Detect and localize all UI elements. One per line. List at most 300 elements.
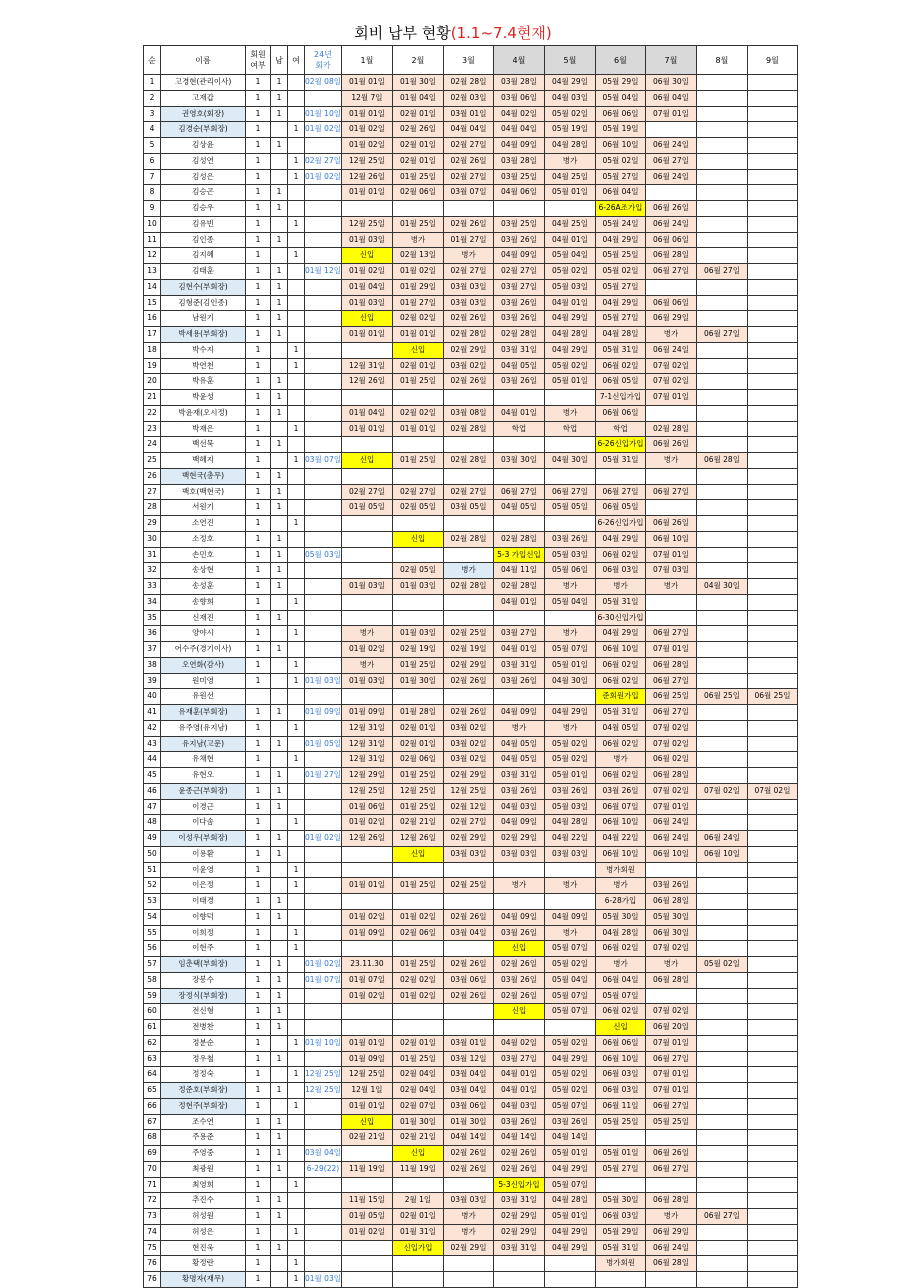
male-flag: [271, 689, 288, 705]
row-number: 67: [144, 1114, 161, 1130]
month-cell: 06월 27일: [696, 264, 747, 280]
month-cell: 03월 26일: [544, 1114, 595, 1130]
member-name: 전병찬: [161, 1020, 246, 1036]
month-cell: [747, 1209, 797, 1225]
month-cell: 06월 26일: [645, 201, 696, 217]
month-cell: [696, 610, 747, 626]
month-cell: 02월 04일: [392, 1083, 443, 1099]
month-cell: 병가회원: [595, 862, 645, 878]
month-cell: [392, 516, 443, 532]
month-cell: 병가: [443, 1224, 493, 1240]
month-cell: 07월 01일: [645, 642, 696, 658]
month-cell: [595, 1130, 645, 1146]
month-cell: [645, 594, 696, 610]
month-cell: 03월 31일: [493, 1193, 544, 1209]
row-number: 6: [144, 153, 161, 169]
male-flag: 1: [271, 1161, 288, 1177]
row-number: 8: [144, 185, 161, 201]
table-row: [144, 264, 798, 280]
female-flag: 1: [288, 752, 305, 768]
month-cell: 03월 27일: [493, 626, 544, 642]
month-cell: 병가: [645, 327, 696, 343]
card-date: [305, 783, 342, 799]
month-cell: [747, 768, 797, 784]
month-cell: [341, 1146, 392, 1162]
month-cell: 05월 30일: [595, 1193, 645, 1209]
row-number: 76: [144, 1272, 161, 1288]
month-cell: 05월 02일: [544, 957, 595, 973]
month-cell: 03월 31일: [493, 657, 544, 673]
month-cell: [747, 421, 797, 437]
table-row: [144, 1067, 798, 1083]
month-cell: 12월 25일: [392, 783, 443, 799]
month-cell: [392, 1004, 443, 1020]
month-cell: 04월 22일: [595, 831, 645, 847]
member-name: 김성연: [161, 153, 246, 169]
member-name: 정분순: [161, 1035, 246, 1051]
month-cell: 06월 24일: [645, 831, 696, 847]
month-cell: 01월 01일: [341, 185, 392, 201]
month-cell: 06월 05일: [595, 500, 645, 516]
month-cell: [747, 957, 797, 973]
month-cell: 06월 28일: [645, 894, 696, 910]
male-flag: 1: [271, 547, 288, 563]
month-cell: 06월 28일: [645, 972, 696, 988]
month-cell: [747, 925, 797, 941]
card-date: [305, 657, 342, 673]
month-cell: 02월 06일: [392, 185, 443, 201]
member-flag: 1: [246, 1209, 271, 1225]
month-cell: [645, 610, 696, 626]
month-cell: 02월 01일: [392, 153, 443, 169]
month-cell: 06월 28일: [645, 1256, 696, 1272]
male-flag: 1: [271, 642, 288, 658]
member-name: 이윤영: [161, 862, 246, 878]
row-number: 75: [144, 1240, 161, 1256]
table-row: [144, 358, 798, 374]
female-flag: [288, 610, 305, 626]
month-cell: 02월 02일: [392, 405, 443, 421]
member-name: 장봉수: [161, 972, 246, 988]
month-cell: 학업: [544, 421, 595, 437]
male-flag: 1: [271, 390, 288, 406]
month-cell: 02월 29일: [443, 657, 493, 673]
month-cell: 2월 1일: [392, 1193, 443, 1209]
month-cell: 03월 26일: [645, 878, 696, 894]
male-flag: 1: [271, 295, 288, 311]
member-name: 유주영(유지남): [161, 720, 246, 736]
month-cell: 06월 27일: [645, 673, 696, 689]
month-cell: 03월 26일: [493, 311, 544, 327]
month-cell: [747, 1193, 797, 1209]
member-name: 최영희: [161, 1177, 246, 1193]
female-flag: [288, 972, 305, 988]
month-cell: 07월 02일: [645, 941, 696, 957]
month-cell: [696, 468, 747, 484]
row-number: 47: [144, 799, 161, 815]
row-number: 49: [144, 831, 161, 847]
card-date: 03월 07일: [305, 453, 342, 469]
month-cell: [341, 941, 392, 957]
month-cell: [747, 1240, 797, 1256]
male-flag: 1: [271, 783, 288, 799]
month-cell: 07월 01일: [645, 1067, 696, 1083]
member-flag: 1: [246, 1146, 271, 1162]
month-cell: [696, 1193, 747, 1209]
card-date: [305, 1130, 342, 1146]
member-name: 이은정: [161, 878, 246, 894]
month-cell: [392, 468, 443, 484]
month-cell: 04월 28일: [544, 138, 595, 154]
month-cell: [443, 1004, 493, 1020]
month-cell: [696, 106, 747, 122]
month-cell: 병가: [645, 579, 696, 595]
member-name: 오연화(감사): [161, 657, 246, 673]
card-date: [305, 232, 342, 248]
month-cell: 05월 07일: [544, 1098, 595, 1114]
month-cell: [696, 1146, 747, 1162]
month-cell: [493, 689, 544, 705]
month-cell: 12월 29일: [341, 768, 392, 784]
month-cell: 04월 14일: [493, 1130, 544, 1146]
card-date: 01월 27일: [305, 768, 342, 784]
row-number: 26: [144, 468, 161, 484]
table-row: [144, 169, 798, 185]
male-flag: [271, 421, 288, 437]
month-cell: 03월 05일: [443, 500, 493, 516]
member-flag: 1: [246, 894, 271, 910]
month-cell: [696, 1161, 747, 1177]
title-main: 회비 납부 현황: [354, 24, 451, 42]
month-cell: [696, 705, 747, 721]
month-cell: [747, 831, 797, 847]
month-cell: 06월 11일: [595, 1098, 645, 1114]
month-cell: 05월 24일: [595, 216, 645, 232]
month-cell: [747, 657, 797, 673]
card-date: 02월 27일: [305, 153, 342, 169]
month-cell: 02월 28일: [493, 579, 544, 595]
row-number: 52: [144, 878, 161, 894]
month-cell: [392, 941, 443, 957]
month-cell: 04월 01일: [493, 1083, 544, 1099]
month-cell: 03월 03일: [443, 279, 493, 295]
card-date: [305, 185, 342, 201]
male-flag: 1: [271, 579, 288, 595]
month-cell: [747, 1177, 797, 1193]
month-cell: 05월 31일: [595, 342, 645, 358]
female-flag: 1: [288, 169, 305, 185]
month-cell: 04월 30일: [544, 453, 595, 469]
month-cell: [595, 1177, 645, 1193]
female-flag: 1: [288, 941, 305, 957]
male-flag: [271, 815, 288, 831]
month-cell: 04월 28일: [595, 925, 645, 941]
table-row: [144, 453, 798, 469]
month-cell: 병가: [443, 248, 493, 264]
month-cell: [392, 610, 443, 626]
month-cell: [392, 594, 443, 610]
month-cell: [747, 138, 797, 154]
member-flag: 1: [246, 799, 271, 815]
table-row: [144, 421, 798, 437]
month-cell: 06월 10일: [696, 846, 747, 862]
row-number: 24: [144, 437, 161, 453]
female-flag: 1: [288, 1272, 305, 1288]
female-flag: [288, 327, 305, 343]
member-name: 주영중: [161, 1146, 246, 1162]
month-cell: 신입: [493, 1004, 544, 1020]
member-name: 남원기: [161, 311, 246, 327]
member-flag: 1: [246, 531, 271, 547]
month-cell: 병가: [645, 453, 696, 469]
table-row: [144, 75, 798, 91]
month-cell: 01월 30일: [392, 673, 443, 689]
month-cell: [747, 500, 797, 516]
row-number: 42: [144, 720, 161, 736]
month-cell: [696, 153, 747, 169]
month-cell: [696, 657, 747, 673]
month-cell: 02월 28일: [493, 327, 544, 343]
member-flag: 1: [246, 909, 271, 925]
month-cell: [696, 232, 747, 248]
month-cell: 05월 02일: [544, 358, 595, 374]
month-cell: [696, 909, 747, 925]
month-cell: [696, 972, 747, 988]
month-cell: 02월 26일: [392, 122, 443, 138]
month-cell: [696, 626, 747, 642]
month-cell: 03월 27일: [493, 1051, 544, 1067]
month-cell: 05월 04일: [544, 594, 595, 610]
month-cell: 02월 26일: [443, 957, 493, 973]
month-cell: 03월 30일: [493, 453, 544, 469]
month-cell: 02월 01일: [392, 736, 443, 752]
month-cell: [392, 547, 443, 563]
member-flag: 1: [246, 705, 271, 721]
male-flag: 1: [271, 531, 288, 547]
month-cell: 04월 05일: [493, 752, 544, 768]
month-cell: 04월 01일: [493, 594, 544, 610]
member-flag: 1: [246, 1272, 271, 1288]
row-number: 70: [144, 1161, 161, 1177]
month-cell: 03월 04일: [443, 1083, 493, 1099]
member-name: 신재진: [161, 610, 246, 626]
member-flag: 1: [246, 122, 271, 138]
month-cell: [747, 1067, 797, 1083]
female-flag: 1: [288, 153, 305, 169]
female-flag: [288, 295, 305, 311]
member-flag: 1: [246, 1240, 271, 1256]
member-name: 유원선: [161, 689, 246, 705]
month-cell: 06월 03일: [595, 1083, 645, 1099]
month-cell: [544, 201, 595, 217]
table-row: [144, 909, 798, 925]
month-cell: 04월 29일: [544, 1051, 595, 1067]
month-cell: 05월 31일: [595, 1240, 645, 1256]
month-cell: 신입: [341, 453, 392, 469]
table-row: [144, 1035, 798, 1051]
month-cell: 06월 25일: [696, 689, 747, 705]
month-cell: [341, 201, 392, 217]
table-row: [144, 689, 798, 705]
month-cell: 04월 09일: [493, 815, 544, 831]
month-cell: [747, 594, 797, 610]
member-name: 정정숙: [161, 1067, 246, 1083]
month-cell: [747, 720, 797, 736]
month-cell: 01월 25일: [392, 1051, 443, 1067]
column-header: 5월: [544, 46, 595, 75]
month-cell: 06월 02일: [645, 752, 696, 768]
male-flag: [271, 358, 288, 374]
card-date: [305, 610, 342, 626]
month-cell: 03월 08일: [443, 405, 493, 421]
month-cell: 04월 02일: [493, 1035, 544, 1051]
month-cell: [696, 1067, 747, 1083]
month-cell: 02월 03일: [443, 90, 493, 106]
month-cell: [696, 201, 747, 217]
month-cell: [696, 1240, 747, 1256]
month-cell: [493, 894, 544, 910]
female-flag: 1: [288, 1256, 305, 1272]
month-cell: 05월 01일: [544, 768, 595, 784]
male-flag: 1: [271, 909, 288, 925]
month-cell: 06월 02일: [595, 657, 645, 673]
month-cell: 06월 25일: [645, 689, 696, 705]
row-number: 38: [144, 657, 161, 673]
month-cell: [645, 862, 696, 878]
month-cell: 06월 24일: [696, 831, 747, 847]
month-cell: 신입: [341, 248, 392, 264]
female-flag: [288, 563, 305, 579]
month-cell: [747, 972, 797, 988]
member-name: 고경현(관리이사): [161, 75, 246, 91]
month-cell: 07월 01일: [645, 799, 696, 815]
month-cell: [747, 563, 797, 579]
month-cell: 02월 27일: [443, 169, 493, 185]
month-cell: 03월 26일: [493, 925, 544, 941]
month-cell: 04월 29일: [544, 1161, 595, 1177]
month-cell: 01월 03일: [392, 579, 443, 595]
month-cell: 01월 25일: [392, 169, 443, 185]
month-cell: 03월 03일: [443, 846, 493, 862]
month-cell: 02월 12일: [443, 799, 493, 815]
month-cell: 01월 02일: [341, 988, 392, 1004]
month-cell: 01월 04일: [392, 90, 443, 106]
month-cell: 03월 26일: [544, 783, 595, 799]
month-cell: [341, 1256, 392, 1272]
month-cell: [696, 374, 747, 390]
row-number: 14: [144, 279, 161, 295]
male-flag: 1: [271, 1083, 288, 1099]
month-cell: 04월 05일: [493, 500, 544, 516]
month-cell: [443, 941, 493, 957]
female-flag: [288, 201, 305, 217]
month-cell: 02월 29일: [493, 1224, 544, 1240]
month-cell: [747, 1098, 797, 1114]
month-cell: 04월 09일: [493, 705, 544, 721]
female-flag: [288, 185, 305, 201]
female-flag: 1: [288, 122, 305, 138]
male-flag: [271, 1272, 288, 1288]
row-number: 41: [144, 705, 161, 721]
member-name: 허성원: [161, 1209, 246, 1225]
month-cell: 01월 02일: [341, 1224, 392, 1240]
month-cell: [443, 894, 493, 910]
month-cell: 03월 26일: [493, 673, 544, 689]
table-row: [144, 594, 798, 610]
month-cell: [696, 500, 747, 516]
month-cell: 02월 27일: [443, 815, 493, 831]
card-date: [305, 421, 342, 437]
table-row: [144, 1256, 798, 1272]
card-date: [305, 1209, 342, 1225]
month-cell: 01월 02일: [341, 909, 392, 925]
month-cell: 06월 27일: [645, 264, 696, 280]
row-number: 4: [144, 122, 161, 138]
month-cell: 06월 06일: [595, 106, 645, 122]
female-flag: 1: [288, 1035, 305, 1051]
month-cell: [696, 169, 747, 185]
month-cell: 02월 27일: [493, 264, 544, 280]
table-row: [144, 201, 798, 217]
female-flag: [288, 689, 305, 705]
month-cell: 06월 28일: [645, 1193, 696, 1209]
month-cell: 07월 01일: [645, 547, 696, 563]
month-cell: 02월 06일: [392, 925, 443, 941]
card-date: 01월 02일: [305, 957, 342, 973]
month-cell: [747, 736, 797, 752]
month-cell: 02월 01일: [392, 1209, 443, 1225]
month-cell: 06월 02일: [595, 547, 645, 563]
month-cell: 05월 19일: [595, 122, 645, 138]
month-cell: 03월 01일: [443, 106, 493, 122]
male-flag: [271, 1035, 288, 1051]
member-name: 정준호(부회장): [161, 1083, 246, 1099]
row-number: 19: [144, 358, 161, 374]
month-cell: [493, 437, 544, 453]
male-flag: [271, 153, 288, 169]
member-name: 정현주(부회장): [161, 1098, 246, 1114]
member-flag: 1: [246, 610, 271, 626]
month-cell: [747, 484, 797, 500]
row-number: 54: [144, 909, 161, 925]
month-cell: 05월 25일: [645, 1114, 696, 1130]
row-number: 55: [144, 925, 161, 941]
month-cell: 병가: [544, 405, 595, 421]
month-cell: 06월 24일: [645, 342, 696, 358]
month-cell: 12월 25일: [341, 1067, 392, 1083]
member-flag: 1: [246, 972, 271, 988]
month-cell: 04월 29일: [544, 1224, 595, 1240]
month-cell: 병가: [595, 957, 645, 973]
card-date: [305, 909, 342, 925]
member-flag: 1: [246, 594, 271, 610]
female-flag: [288, 264, 305, 280]
month-cell: [747, 642, 797, 658]
member-flag: 1: [246, 405, 271, 421]
column-header: 2월: [392, 46, 443, 75]
month-cell: [544, 1020, 595, 1036]
month-cell: [595, 1272, 645, 1288]
month-cell: 03월 06일: [443, 1098, 493, 1114]
month-cell: 03월 03일: [443, 295, 493, 311]
table-row: [144, 610, 798, 626]
table-row: [144, 894, 798, 910]
month-cell: 03월 01일: [443, 1035, 493, 1051]
row-number: 71: [144, 1177, 161, 1193]
male-flag: [271, 673, 288, 689]
male-flag: 1: [271, 279, 288, 295]
card-date: 6-29(22): [305, 1161, 342, 1177]
